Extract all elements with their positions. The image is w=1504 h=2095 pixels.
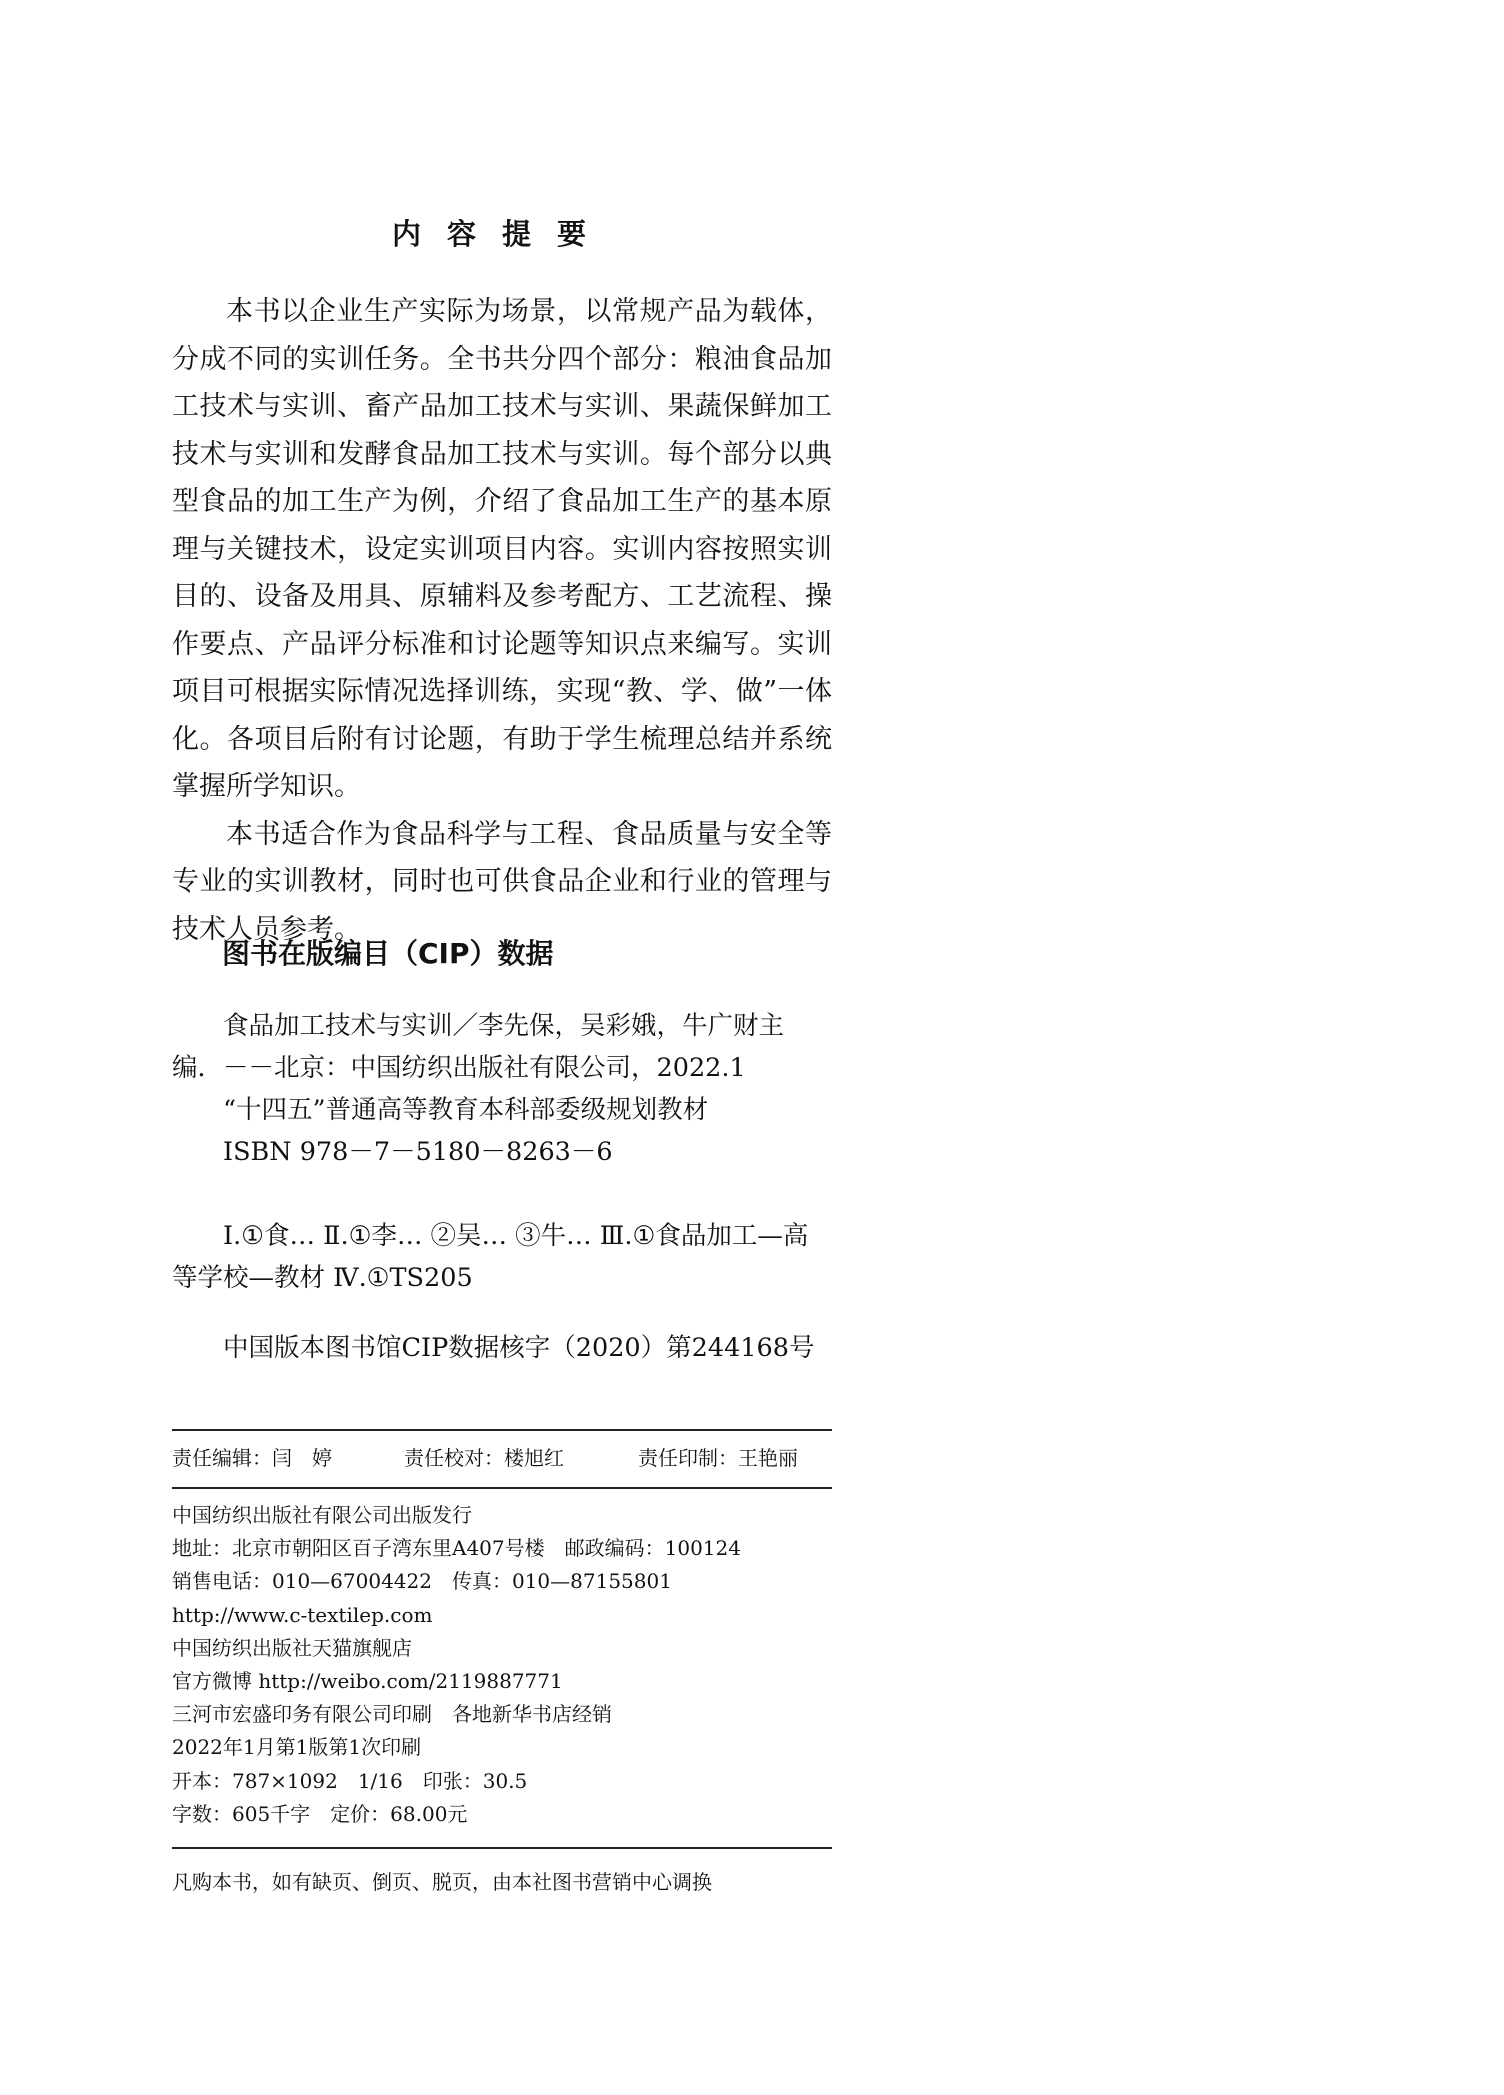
- cip-isbn: ISBN 978－7－5180－8263－6: [223, 1137, 613, 1167]
- cip-classification: Ⅰ.①食… Ⅱ.①李… ②吴… ③牛… Ⅲ.①食品加工—高等学校—教材 Ⅳ.①TS205: [172, 1221, 809, 1293]
- summary-paragraph: 本书以企业生产实际为场景，以常规产品为载体，分成不同的实训任务。全书共分四个部分：粮油食品加工技术与实训、畜产品加工技术与实训、果蔬保鲜加工技术与实训和发酵食品加工技术与实训。每个部分以典型食品的加工生产为例，介绍了食品加工生产的基本原理与关键技术，设定实训项目内容。实训内容按照实训目的、设备及用具、原辅料及参考配方、工艺流程、操作要点、产品评分标准和讨论题等知识点来编写。实训项目可根据实际情况选择训练，实现“教、学、做”一体化。各项目后附有讨论题，有助于学生梳理总结并系统掌握所学知识。: [172, 296, 832, 802]
- imprint-line: 开本：787×1092 1/16 印张：30.5: [172, 1768, 528, 1793]
- divider-bottom: [172, 1847, 832, 1849]
- cip-record: 中国版本图书馆CIP数据核字（2020）第244168号: [223, 1333, 815, 1363]
- imprint-line: http://www.c-textilep.com: [172, 1602, 433, 1627]
- divider-top: [172, 1429, 832, 1431]
- replacement-note: 凡购本书，如有缺页、倒页、脱页，由本社图书营销中心调换: [172, 1870, 712, 1894]
- staff-editor: 责任编辑：闫 婷: [172, 1446, 332, 1470]
- imprint-line: 三河市宏盛印务有限公司印刷 各地新华书店经销: [172, 1702, 612, 1727]
- imprint-line: 字数：605千字 定价：68.00元: [172, 1801, 468, 1826]
- staff-proofreader: 责任校对：楼旭红: [404, 1446, 564, 1470]
- cip-entry: 食品加工技术与实训／李先保，吴彩娥，牛广财主编．－－北京：中国纺织出版社有限公司，2022.1: [172, 1011, 785, 1083]
- cip-block: [172, 1005, 832, 1369]
- imprint-line: 2022年1月第1版第1次印刷: [172, 1735, 422, 1760]
- staff-printing: 责任印制：王艳丽: [638, 1446, 798, 1470]
- summary-paragraph: 本书适合作为食品科学与工程、食品质量与安全等专业的实训教材，同时也可供食品企业和行业的管理与技术人员参考。: [172, 818, 832, 945]
- imprint-line: 官方微博 http://weibo.com/2119887771: [172, 1669, 563, 1694]
- cip-series: “十四五”普通高等教育本科部委级规划教材: [223, 1095, 709, 1125]
- imprint-line: 中国纺织出版社有限公司出版发行: [172, 1503, 472, 1527]
- summary-title: 内容提要: [391, 217, 612, 251]
- imprint-block: [172, 1499, 832, 1831]
- divider-staff: [172, 1487, 832, 1489]
- imprint-line: 地址：北京市朝阳区百子湾东里A407号楼 邮政编码：100124: [172, 1536, 741, 1561]
- summary-body: [172, 288, 832, 953]
- imprint-line: 中国纺织出版社天猫旗舰店: [172, 1635, 412, 1660]
- cip-title: 图书在版编目（CIP）数据: [222, 937, 554, 970]
- imprint-line: 销售电话：010—67004422 传真：010—87155801: [172, 1569, 672, 1594]
